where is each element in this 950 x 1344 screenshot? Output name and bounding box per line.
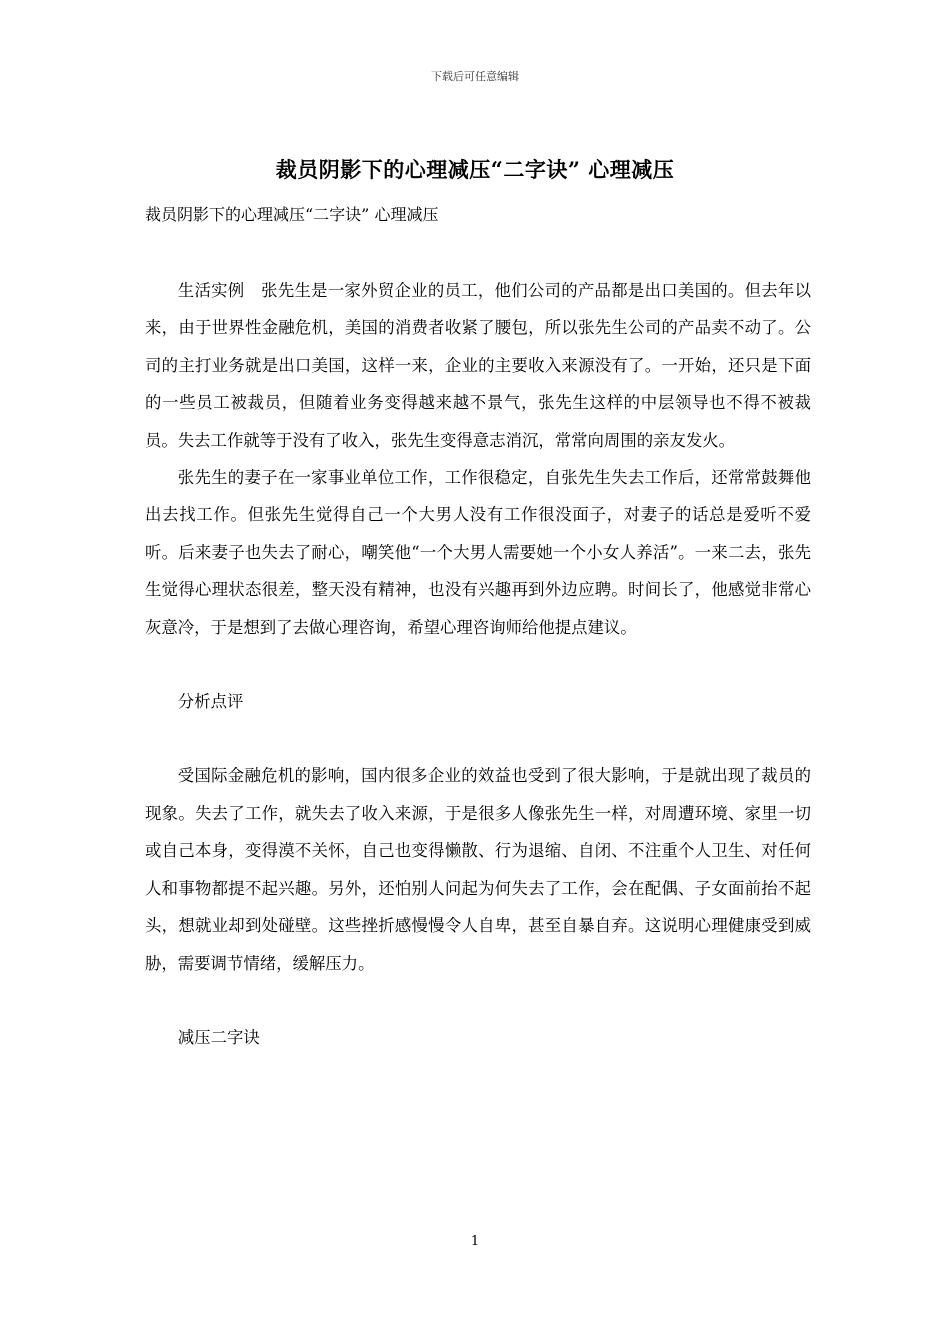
document-subtitle: 裁员阴影下的心理减压“二字诀” 心理减压 [145,205,439,224]
spacer [145,646,811,683]
paragraph-wife: 张先生的妻子在一家事业单位工作，工作很稳定，自张先生失去工作后，还常常鼓舞他出去找工作。但张先生觉得自己一个大男人没有工作很没面子，对妻子的话总是爱听不爱听。后来妻子也失去了耐心，嘲笑他“一个大男人需要她一个小女人养活”。一来二去，张先生觉得心理状态很差，整天没有精神，也没有兴趣再到外边应聘。时间长了，他感觉非常心灰意冷，于是想到了去做心理咨询，希望心理咨询师给他提点建议。 [145,468,811,637]
page-number: 1 [470,1234,480,1249]
paragraph-case-example: 生活实例 张先生是一家外贸企业的员工，他们公司的产品都是出口美国的。但去年以来，由于世界性金融危机，美国的消费者收紧了腰包，所以张先生公司的产品卖不动了。公司的主打业务就是出口美国，这样一来，企业的主要收入来源没有了。一开始，还只是下面的一些员工被裁员，但随着业务变得越来越不景气，张先生这样的中层领导也不得不被裁员。失去工作就等于没有了收入，张先生变得意志消沉，常常向周围的亲友发火。 [145,281,811,450]
spacer [145,982,811,1019]
paragraph-analysis: 受国际金融危机的影响，国内很多企业的效益也受到了很大影响，于是就出现了裁员的现象。失去了工作，就失去了收入来源，于是很多人像张先生一样，对周遭环境、家里一切或自己本身，变得漠不关怀，自己也变得懒散、行为退缩、自闭、不注重个人卫生、对任何人和事物都提不起兴趣。另外，还怕别人问起为何失去了工作，会在配偶、子女面前抬不起头，想就业却到处碰壁。这些挫折感慢慢令人自卑，甚至自暴自弃。这说明心理健康受到威胁，需要调节情绪，缓解压力。 [145,766,811,973]
document-body [145,272,811,1056]
heading-analysis: 分析点评 [177,692,244,712]
heading-tips: 减压二字诀 [177,1027,260,1047]
spacer [145,720,811,757]
document-title: 裁员阴影下的心理减压“二字诀” 心理减压 [275,157,675,182]
page-header-note: 下载后可任意编辑 [431,70,519,83]
